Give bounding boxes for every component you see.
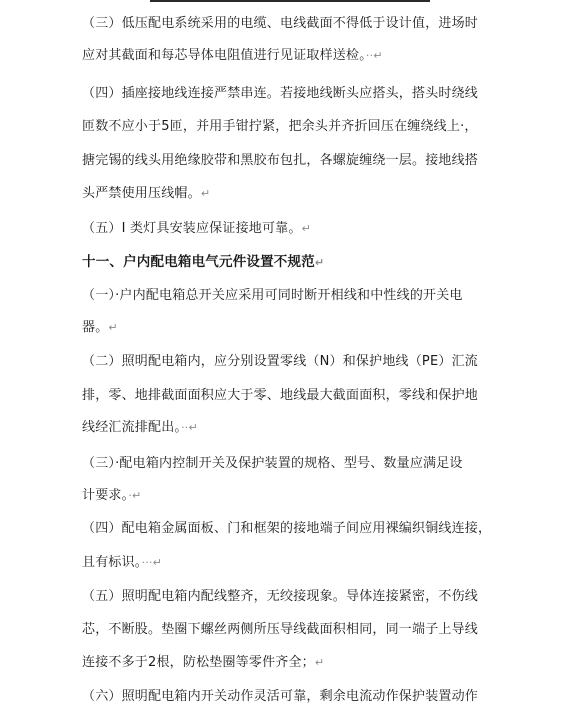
text-line-3: （四）插座接地线连接严禁串连。若接地线断头应搭头，搭头时绕线 xyxy=(82,86,479,101)
text-line-13: 线经汇流排配出。··↵ xyxy=(82,420,198,435)
text-line-6: 头严禁使用压线帽。↵ xyxy=(82,186,211,201)
text-line-21: （六）照明配电箱内开关动作灵活可靠，剩余电流动作保护装置动作 xyxy=(82,689,479,704)
paragraph-mark: ↵ xyxy=(314,656,325,669)
paragraph-mark: ↵ xyxy=(200,187,211,200)
paragraph-mark: ↵ xyxy=(314,256,325,269)
paragraph-mark: ↵ xyxy=(301,222,311,235)
top-rule xyxy=(150,0,430,2)
text-line-7: （五）I 类灯具安装应保证接地可靠。↵ xyxy=(82,221,311,236)
paragraph-mark: ··↵ xyxy=(181,421,198,434)
text-line-19: 芯，不断股。垫圈下螺丝两侧所压导线截面积相同，同一端子上导线 xyxy=(82,622,479,637)
text-line-5: 搪完锡的线头用绝缘胶带和黑胶布包扎，各螺旋缠绕一层。接地线搭 xyxy=(82,153,479,168)
paragraph-mark: ↵ xyxy=(108,321,118,334)
text-line-9: （一）·户内配电箱总开关应采用可同时断开相线和中性线的开关电 xyxy=(82,288,463,303)
text-line-2: 应对其截面和每芯导体电阻值进行见证取样送检。··↵ xyxy=(82,48,383,63)
paragraph-mark: ··↵ xyxy=(365,49,383,62)
text-line-18: （五）照明配电箱内配线整齐，无绞接现象。导体连接紧密，不伤线 xyxy=(82,589,479,604)
text-line-11: （二）照明配电箱内，应分别设置零线（N）和保护地线（PE）汇流 xyxy=(82,354,478,369)
section-heading: 十一、户内配电箱电气元件设置不规范↵ xyxy=(82,254,325,270)
paragraph-mark: ···↵ xyxy=(141,556,163,569)
text-line-16: （四）配电箱金属面板、门和框架的接地端子间应用裸编织铜线连接， xyxy=(82,521,492,536)
text-line-1: （三）低压配电系统采用的电缆、电线截面不得低于设计值，进场时 xyxy=(82,16,479,31)
text-line-4: 匝数不应小于5匝，并用手钳拧紧，把余头并齐折回压在缠绕线上·， xyxy=(82,119,478,134)
text-line-12: 排，零、地排截面面积应大于零、地线最大截面面积，零线和保护地 xyxy=(82,388,479,403)
text-line-15: 计要求。·↵ xyxy=(82,488,142,503)
text-line-20: 连接不多于2根，防松垫圈等零件齐全；↵ xyxy=(82,655,325,670)
paragraph-mark: ·↵ xyxy=(128,489,142,502)
text-line-10: 器。↵ xyxy=(82,320,118,335)
text-line-14: （三）·配电箱内控制开关及保护装置的规格、型号、数量应满足设 xyxy=(82,456,463,471)
text-line-17: 且有标识。···↵ xyxy=(82,555,163,570)
